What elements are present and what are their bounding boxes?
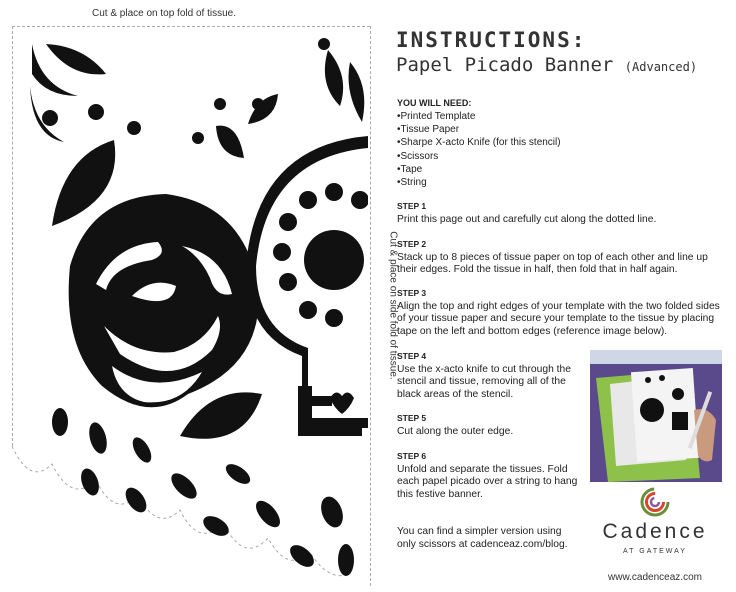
rose: [69, 194, 259, 407]
materials-heading: YOU WILL NEED:: [397, 98, 472, 108]
brand-name: Cadence: [602, 520, 708, 543]
step-label: STEP 5: [397, 413, 427, 423]
step-label: STEP 3: [397, 288, 427, 298]
step-2: [397, 238, 727, 277]
brand-subtitle: AT GATEWAY: [623, 548, 687, 555]
simpler-version-note: You can find a simpler version using only scissors at cadenceaz.com/blog.: [397, 526, 568, 550]
list-item: • String: [397, 176, 561, 189]
list-item: • Tape: [397, 163, 561, 176]
difficulty-label: (Advanced): [624, 60, 698, 74]
banner-title: [396, 54, 697, 76]
step-label: STEP 4: [397, 351, 427, 361]
step-text: Use the x-acto knife to cut through the stencil and tissue, removing all of the black areas of the stencil.: [397, 363, 572, 400]
step-1: [397, 200, 727, 226]
list-item: • Tissue Paper: [397, 123, 561, 136]
step-label: STEP 2: [397, 239, 427, 249]
list-item: • Printed Template: [397, 110, 561, 123]
side-dotted-cut-line: [370, 26, 371, 586]
banner-title-text: Papel Picado Banner: [396, 54, 614, 76]
cadence-logo-icon: [640, 487, 670, 517]
step-text: Stack up to 8 pieces of tissue paper on top of each other and line up their edges. Fold the tissue in half, then fold that in half again.: [397, 251, 708, 276]
materials-list: [397, 110, 561, 189]
side-fold-guide: Cut & place on side fold of tissue.: [387, 231, 399, 380]
step-6: [397, 450, 583, 501]
top-fold-guide: Cut & place on top fold of tissue.: [92, 8, 236, 19]
step-5: [397, 412, 583, 438]
website-link[interactable]: www.cadenceaz.com: [608, 572, 702, 583]
reference-photo: [590, 350, 722, 482]
step-label: STEP 1: [397, 201, 427, 211]
list-item: • Sharpe X-acto Knife (for this stencil): [397, 136, 561, 149]
corner-petals: [30, 44, 141, 142]
papel-picado-stencil: [12, 26, 368, 588]
instructions-heading: INSTRUCTIONS:: [396, 28, 587, 52]
leaf-bottom: [180, 392, 262, 438]
list-item: • Scissors: [397, 150, 561, 163]
step-3: [397, 287, 727, 338]
step-text: Align the top and right edges of your template with the two folded sides of your tissue paper and secure your template to the tissue by placing tape on the left and bottom edges (reference image below).: [397, 300, 720, 337]
step-label: STEP 6: [397, 451, 427, 461]
step-text: Cut along the outer edge.: [397, 425, 514, 437]
step-text: Unfold and separate the tissues. Fold each papel picado over a string to hang this festive banner.: [397, 463, 578, 500]
step-text: Print this page out and carefully cut along the dotted line.: [397, 213, 657, 225]
step-4: [397, 350, 583, 401]
